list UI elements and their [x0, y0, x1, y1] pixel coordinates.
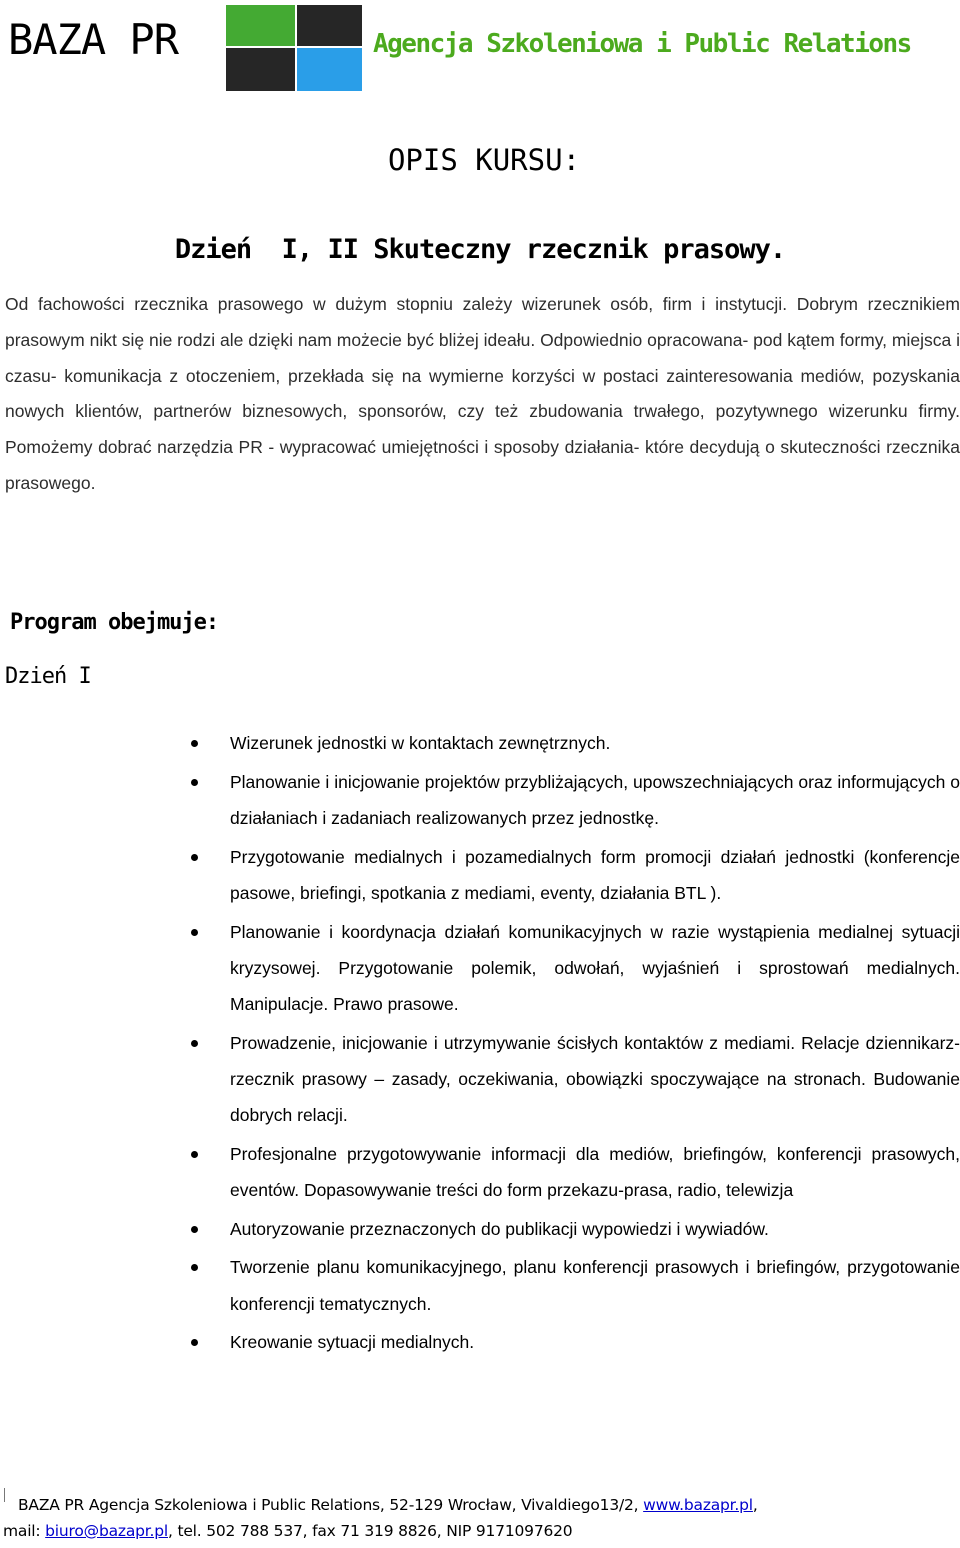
- list-item: Przygotowanie medialnych i pozamedialnych form promocji działań jednostki (konferencje pasowe, briefingi, spotkania z mediami, eventy, działania BTL ).: [0, 839, 960, 911]
- footnote-mark: [4, 1488, 5, 1502]
- list-item: Tworzenie planu komunikacyjnego, planu konferencji prasowych i briefingów, przygotowanie konferencji tematycznych.: [0, 1249, 960, 1321]
- day-label: Dzień I: [5, 664, 91, 689]
- list-item: Autoryzowanie przeznaczonych do publikacji wypowiedzi i wywiadów.: [0, 1211, 960, 1247]
- bullet-icon: [191, 1151, 198, 1158]
- list-item: Kreowanie sytuacji medialnych.: [0, 1324, 960, 1360]
- day-title: Dzień I, II Skuteczny rzecznik prasowy.: [174, 234, 786, 265]
- bullet-icon: [191, 854, 198, 861]
- list-item: Wizerunek jednostki w kontaktach zewnętrznych.: [0, 725, 960, 761]
- topic-list: [0, 725, 960, 1363]
- bullet-icon: [191, 740, 198, 747]
- logo-icon: [226, 5, 362, 91]
- mail-label: mail:: [3, 1522, 46, 1540]
- footer-address-line: [18, 1493, 758, 1518]
- bullet-icon: [191, 1264, 198, 1271]
- course-title: OPIS KURSU:: [387, 143, 581, 177]
- website-link[interactable]: www.bazapr.pl: [643, 1496, 753, 1514]
- footer-address: BAZA PR Agencja Szkoleniowa i Public Relations, 52-129 Wrocław, Vivaldiego13/2,: [18, 1496, 644, 1514]
- email-link[interactable]: biuro@bazapr.pl: [45, 1522, 168, 1540]
- list-item: Profesjonalne przygotowywanie informacji dla mediów, briefingów, konferencji prasowych, eventów. Dopasowywanie treści do form przekazu-prasa, radio, telewizja: [0, 1136, 960, 1208]
- list-item: Planowanie i inicjowanie projektów przybliżających, upowszechniających oraz informujących o działaniach i zadaniach realizowanych przez jednostkę.: [0, 764, 960, 836]
- footer-contact: , tel. 502 788 537, fax 71 319 8826, NIP 9171097620: [168, 1522, 573, 1540]
- page-header: [0, 0, 960, 96]
- logo-square-dark: [226, 48, 295, 91]
- bullet-icon: [191, 1040, 198, 1047]
- bullet-icon: [191, 779, 198, 786]
- agency-name: Agencja Szkoleniowa i Public Relations: [373, 29, 911, 59]
- footer-contact-line: [3, 1519, 572, 1544]
- bullet-icon: [191, 1226, 198, 1233]
- footer-separator: ,: [752, 1496, 758, 1514]
- bullet-icon: [191, 1339, 198, 1346]
- list-item: Planowanie i koordynacja działań komunikacyjnych w razie wystąpienia medialnej sytuacji kryzysowej. Przygotowanie polemik, odwołań, wyjaśnień i sprostowań medialnych. Manipulacje. Prawo prasowe.: [0, 914, 960, 1023]
- logo-square-dark: [297, 5, 362, 46]
- list-item: Prowadzenie, inicjowanie i utrzymywanie ścisłych kontaktów z mediami. Relacje dziennikarz-rzecznik prasowy – zasady, oczekiwania, obowiązki spoczywające na stronach. Budowanie dobrych relacji.: [0, 1025, 960, 1134]
- brand-name: BAZA PR: [8, 15, 179, 64]
- bullet-icon: [191, 929, 198, 936]
- intro-paragraph: Od fachowości rzecznika prasowego w dużym stopniu zależy wizerunek osób, firm i instytucji. Dobrym rzecznikiem prasowym nikt się nie rodzi ale dzięki nam możecie być bliżej ideału. Odpowiednio opracowana- pod kątem formy, miejsca i czasu- komunikacja z otoczeniem, przekłada się na wymierne korzyści w postaci zainteresowania mediów, pozyskania nowych klientów, partnerów biznesowych, sponsorów, czy też zbudowania trwałego, pozytywnego wizerunku firmy. Pomożemy dobrać narzędzia PR - wypracować umiejętności i sposoby działania- które decydują o skuteczności rzecznika prasowego.: [5, 294, 960, 493]
- program-heading: Program obejmuje:: [10, 610, 219, 635]
- logo-square-green: [226, 5, 295, 46]
- logo-square-blue: [297, 48, 362, 91]
